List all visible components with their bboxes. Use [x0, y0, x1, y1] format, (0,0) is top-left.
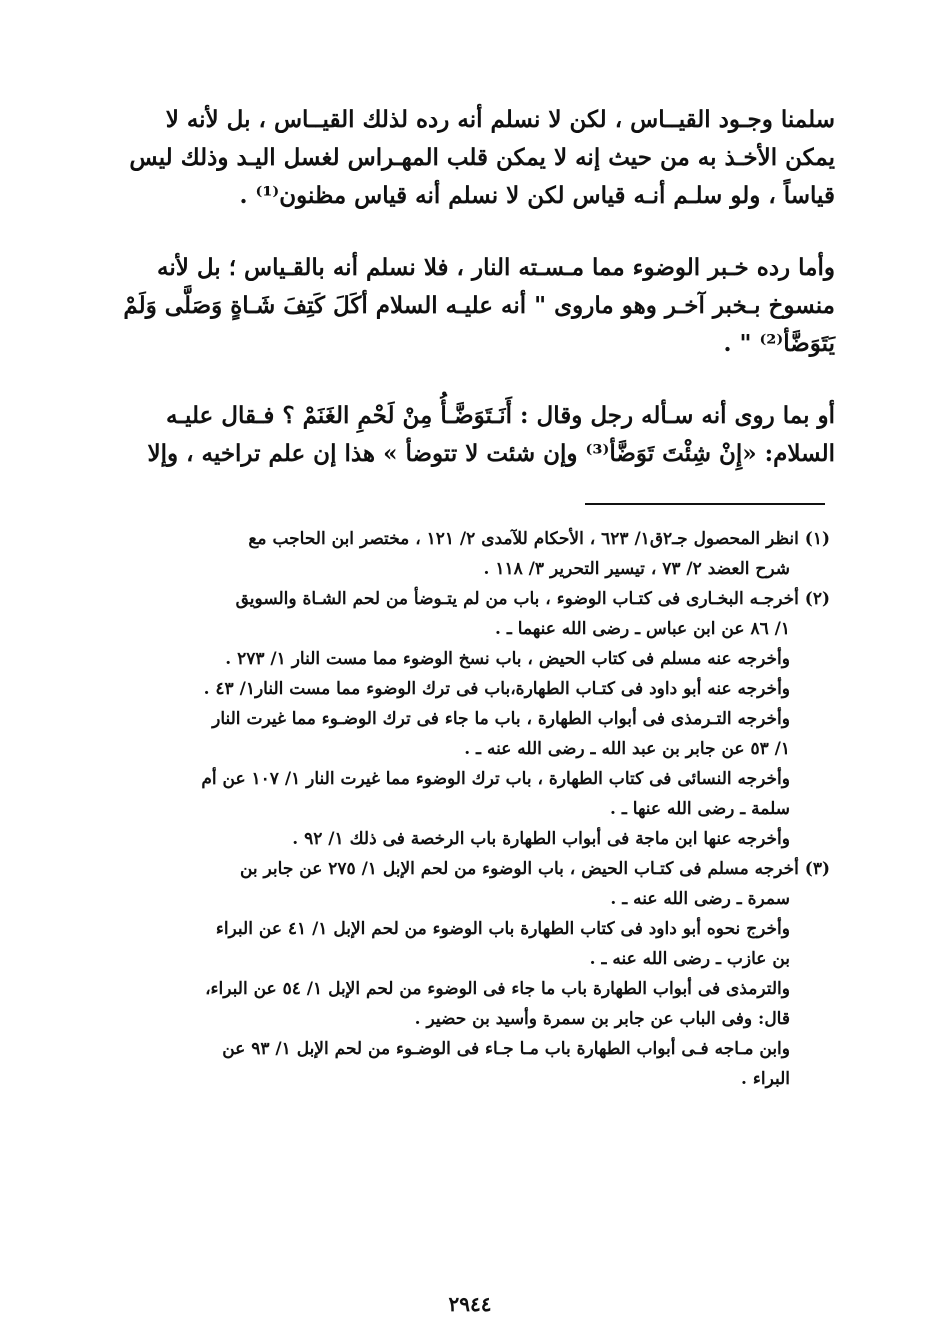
text-line: السلام: «إِنْ شِئْتَ تَوَضَّأ⁽³⁾ وإن شئت لا تتوضأ » هذا إن علم تراخيه ، وإلا: [147, 440, 835, 467]
footnote-line: ١/ ٨٦ عن ابن عباس ـ رضى الله عنهما ـ .: [495, 619, 790, 639]
footnote-separator: [585, 503, 825, 505]
footnotes: [100, 524, 830, 1094]
paragraph-2: [120, 249, 835, 363]
footnote-line: وأخرجه عنه مسلم فى كتاب الحيض ، باب نسخ الوضوء مما مست النار ١/ ٢٧٣ .: [225, 649, 790, 669]
footnote-line: وأخرج نحوه أبو داود فى كتاب الطهارة باب الوضوء من لحم الإبل ١/ ٤١ عن البراء: [215, 919, 790, 939]
text-line: منسوخ بـخبر آخـر وهو ماروى " أنه عليـه السلام أكَلَ كَتِفَ شَـاةٍ وَصَلَّى وَلَمْ: [123, 292, 835, 319]
footnote-line: سلمة ـ رضى الله عنها ـ .: [610, 799, 790, 819]
footnote-line: بن عازب ـ رضى الله عنه ـ .: [589, 949, 790, 969]
footnote-line: ١/ ٥٣ عن جابر بن عبد الله ـ رضى الله عنه ـ .: [464, 739, 790, 759]
footnote-line: (١) انظر المحصول جـ٢ق١/ ٦٢٣ ، الأحكام للآمدى ٢/ ١٢١ ، مختصر ابن الحاجب مع: [248, 529, 830, 549]
page-number: ٢٩٤٤: [448, 1292, 492, 1316]
text-line: أو بما روى أنه سـأله رجل وقال : أَنَـتَوَضَّـأُ مِنْ لَحْمِ الغَنَمْ ؟ فـقال عليـه: [165, 402, 835, 429]
footnote-line: (٢) أخرجـه البخـارى فى كتـاب الوضوء ، باب من لم يتـوضأ من لحم الشـاة والسويق: [235, 589, 830, 609]
footnote-line: وأخرجه عنها ابن ماجة فى أبواب الطهارة باب الرخصة فى ذلك ١/ ٩٢ .: [292, 829, 790, 849]
text-line: يمكن الأخـذ به من حيث إنه لا يمكن قلب المهـراس لغسل اليـد وذلك ليس: [129, 144, 835, 171]
text-line: قياساً ، ولو سلـم أنـه قياس لكن لا نسلم أنه قياس مظنون⁽¹⁾ .: [239, 182, 835, 209]
footnote-line: شرح العضد ٢/ ٧٣ ، تيسير التحرير ٣/ ١١٨ .: [483, 559, 790, 579]
footnote-line: وأخرجه عنه أبو داود فى كتـاب الطهارة،باب فى ترك الوضوء مما مست النار١/ ٤٣ .: [203, 679, 790, 699]
footnote-line: وابن مـاجه فـى أبواب الطهارة باب مـا جـاء فى الوضـوء من لحم الإبل ١/ ٩٣ عن: [222, 1039, 790, 1059]
text-line: سلمنا وجـود القيــاس ، لكن لا نسلم أنه رده لذلك القيــاس ، بل لأنه لا: [165, 106, 835, 133]
paragraph-3: [120, 397, 835, 473]
footnote-line: وأخرجه النسائى فى كتاب الطهارة ، باب ترك الوضوء مما غيرت النار ١/ ١٠٧ عن أم: [201, 769, 790, 789]
footnote-line: قال: وفى الباب عن جابر بن سمرة وأسيد بن حضير .: [414, 1009, 790, 1029]
text-line: وأما رده خـبر الوضوء مما مـسـته النار ، فلا نسلم أنه بالقـياس ؛ بل لأنه: [157, 254, 835, 281]
text-line: يَتَوَضَّأ⁽²⁾ " .: [723, 330, 835, 357]
footnote-line: وأخرجه التـرمذى فى أبواب الطهارة ، باب ما جاء فى ترك الوضـوء مما غيرت النار: [212, 709, 790, 729]
footnote-line: سمرة ـ رضى الله عنه ـ .: [610, 889, 790, 909]
footnote-line: والترمذى فى أبواب الطهارة باب ما جاء فى الوضوء من لحم الإبل ١/ ٥٤ عن البراء،: [205, 979, 790, 999]
footnote-line: البراء .: [741, 1069, 790, 1089]
footnote-line: (٣) أخرجه مسلم فى كتـاب الحيض ، باب الوضوء من لحم الإبل ١/ ٢٧٥ عن جابر بن: [239, 859, 830, 879]
paragraph-1: [120, 101, 835, 215]
